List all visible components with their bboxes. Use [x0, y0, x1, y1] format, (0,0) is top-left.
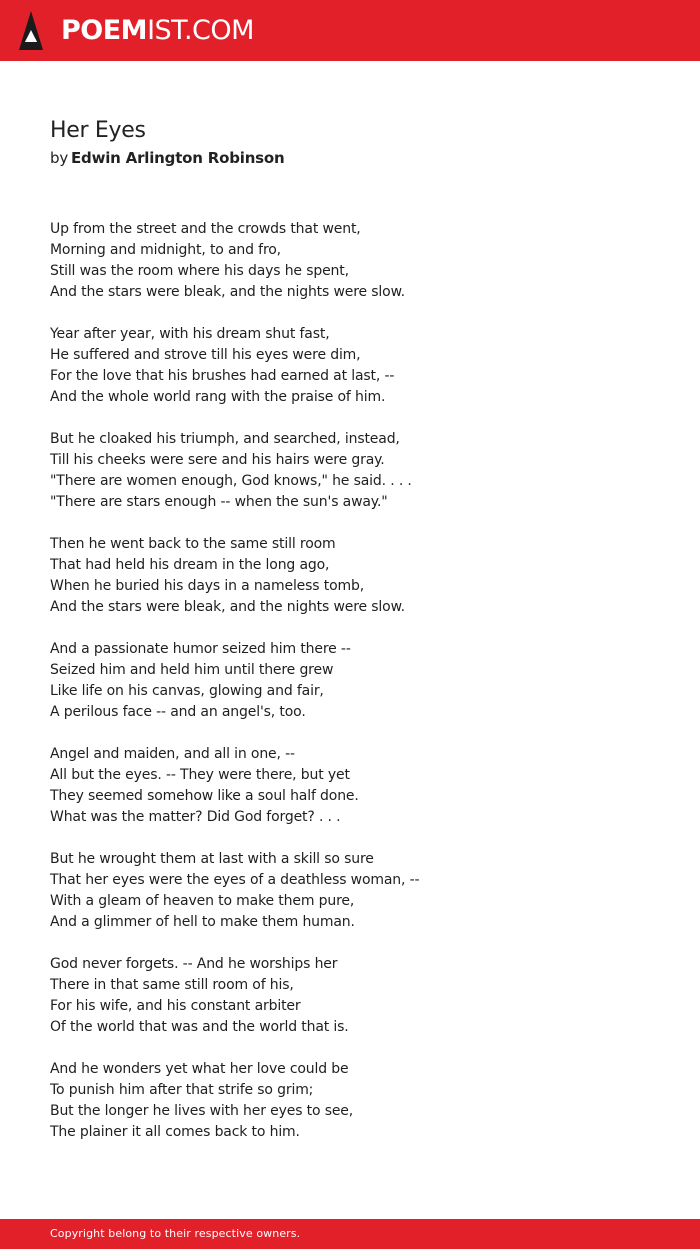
poem-line: But the longer he lives with her eyes to see, [50, 1103, 354, 1119]
poem-line: "There are women enough, God knows," he said. . . . [50, 473, 412, 489]
poem-body [50, 219, 650, 1164]
stanza [50, 954, 650, 1038]
poem-line: Of the world that was and the world that is. [50, 1019, 349, 1035]
poem-line: With a gleam of heaven to make them pure, [50, 893, 355, 909]
poem-line: And the whole world rang with the praise of him. [50, 389, 386, 405]
poem-line: What was the matter? Did God forget? . . . [50, 809, 341, 825]
poem-line: And a passionate humor seized him there -- [50, 641, 351, 657]
poem-line: For the love that his brushes had earned at last, -- [50, 368, 395, 384]
poem-line: He suffered and strove till his eyes were dim, [50, 347, 361, 363]
poem-line: Seized him and held him until there grew [50, 662, 334, 678]
pencil-tip-icon[interactable] [18, 10, 44, 52]
poem-line: The plainer it all comes back to him. [50, 1124, 300, 1140]
poem-line: And the stars were bleak, and the nights were slow. [50, 284, 405, 300]
copyright-text: Copyright belong to their respective owners. [50, 1227, 301, 1240]
poem-line: That had held his dream in the long ago, [50, 557, 330, 573]
poem-line: God never forgets. -- And he worships her [50, 956, 338, 972]
poem-line: Angel and maiden, and all in one, -- [50, 746, 295, 762]
poem-line: To punish him after that strife so grim; [50, 1082, 314, 1098]
stanza [50, 1059, 650, 1143]
poem-line: Up from the street and the crowds that went, [50, 221, 361, 237]
byline [50, 147, 650, 169]
poem-line: That her eyes were the eyes of a deathless woman, -- [50, 872, 420, 888]
site-header [0, 0, 700, 61]
poem-line: When he buried his days in a nameless tomb, [50, 578, 365, 594]
stanza [50, 534, 650, 618]
poem-line: "There are stars enough -- when the sun's away." [50, 494, 388, 510]
poem-line: Still was the room where his days he spent, [50, 263, 349, 279]
poem-line: A perilous face -- and an angel's, too. [50, 704, 306, 720]
stanza [50, 849, 650, 933]
author-name: Edwin Arlington Robinson [71, 149, 285, 167]
stanza [50, 744, 650, 828]
poem-line: Year after year, with his dream shut fast, [50, 326, 330, 342]
stanza [50, 324, 650, 408]
poem-line: They seemed somehow like a soul half done. [50, 788, 359, 804]
poem-line: For his wife, and his constant arbiter [50, 998, 301, 1014]
poem-line: And a glimmer of hell to make them human. [50, 914, 355, 930]
stanza [50, 219, 650, 303]
poem-line: But he cloaked his triumph, and searched, instead, [50, 431, 400, 447]
poem-line: And the stars were bleak, and the nights were slow. [50, 599, 405, 615]
poem-line: But he wrought them at last with a skill so sure [50, 851, 374, 867]
poem-line: There in that same still room of his, [50, 977, 294, 993]
poem-line: Morning and midnight, to and fro, [50, 242, 281, 258]
poem-heading [50, 116, 650, 169]
stanza [50, 429, 650, 513]
poem-line: Till his cheeks were sere and his hairs were gray. [50, 452, 385, 468]
brand-light: IST.COM [147, 15, 254, 46]
stanza [50, 639, 650, 723]
brand-bold: POEM [61, 15, 148, 46]
by-label: by [50, 149, 68, 167]
poem-line: And he wonders yet what her love could be [50, 1061, 349, 1077]
poem-title: Her Eyes [50, 118, 146, 143]
poem-line: Then he went back to the same still room [50, 536, 336, 552]
site-footer [0, 1219, 700, 1249]
site-logo-wordmark[interactable] [61, 17, 254, 44]
poem-line: All but the eyes. -- They were there, but yet [50, 767, 350, 783]
poem-line: Like life on his canvas, glowing and fair, [50, 683, 324, 699]
